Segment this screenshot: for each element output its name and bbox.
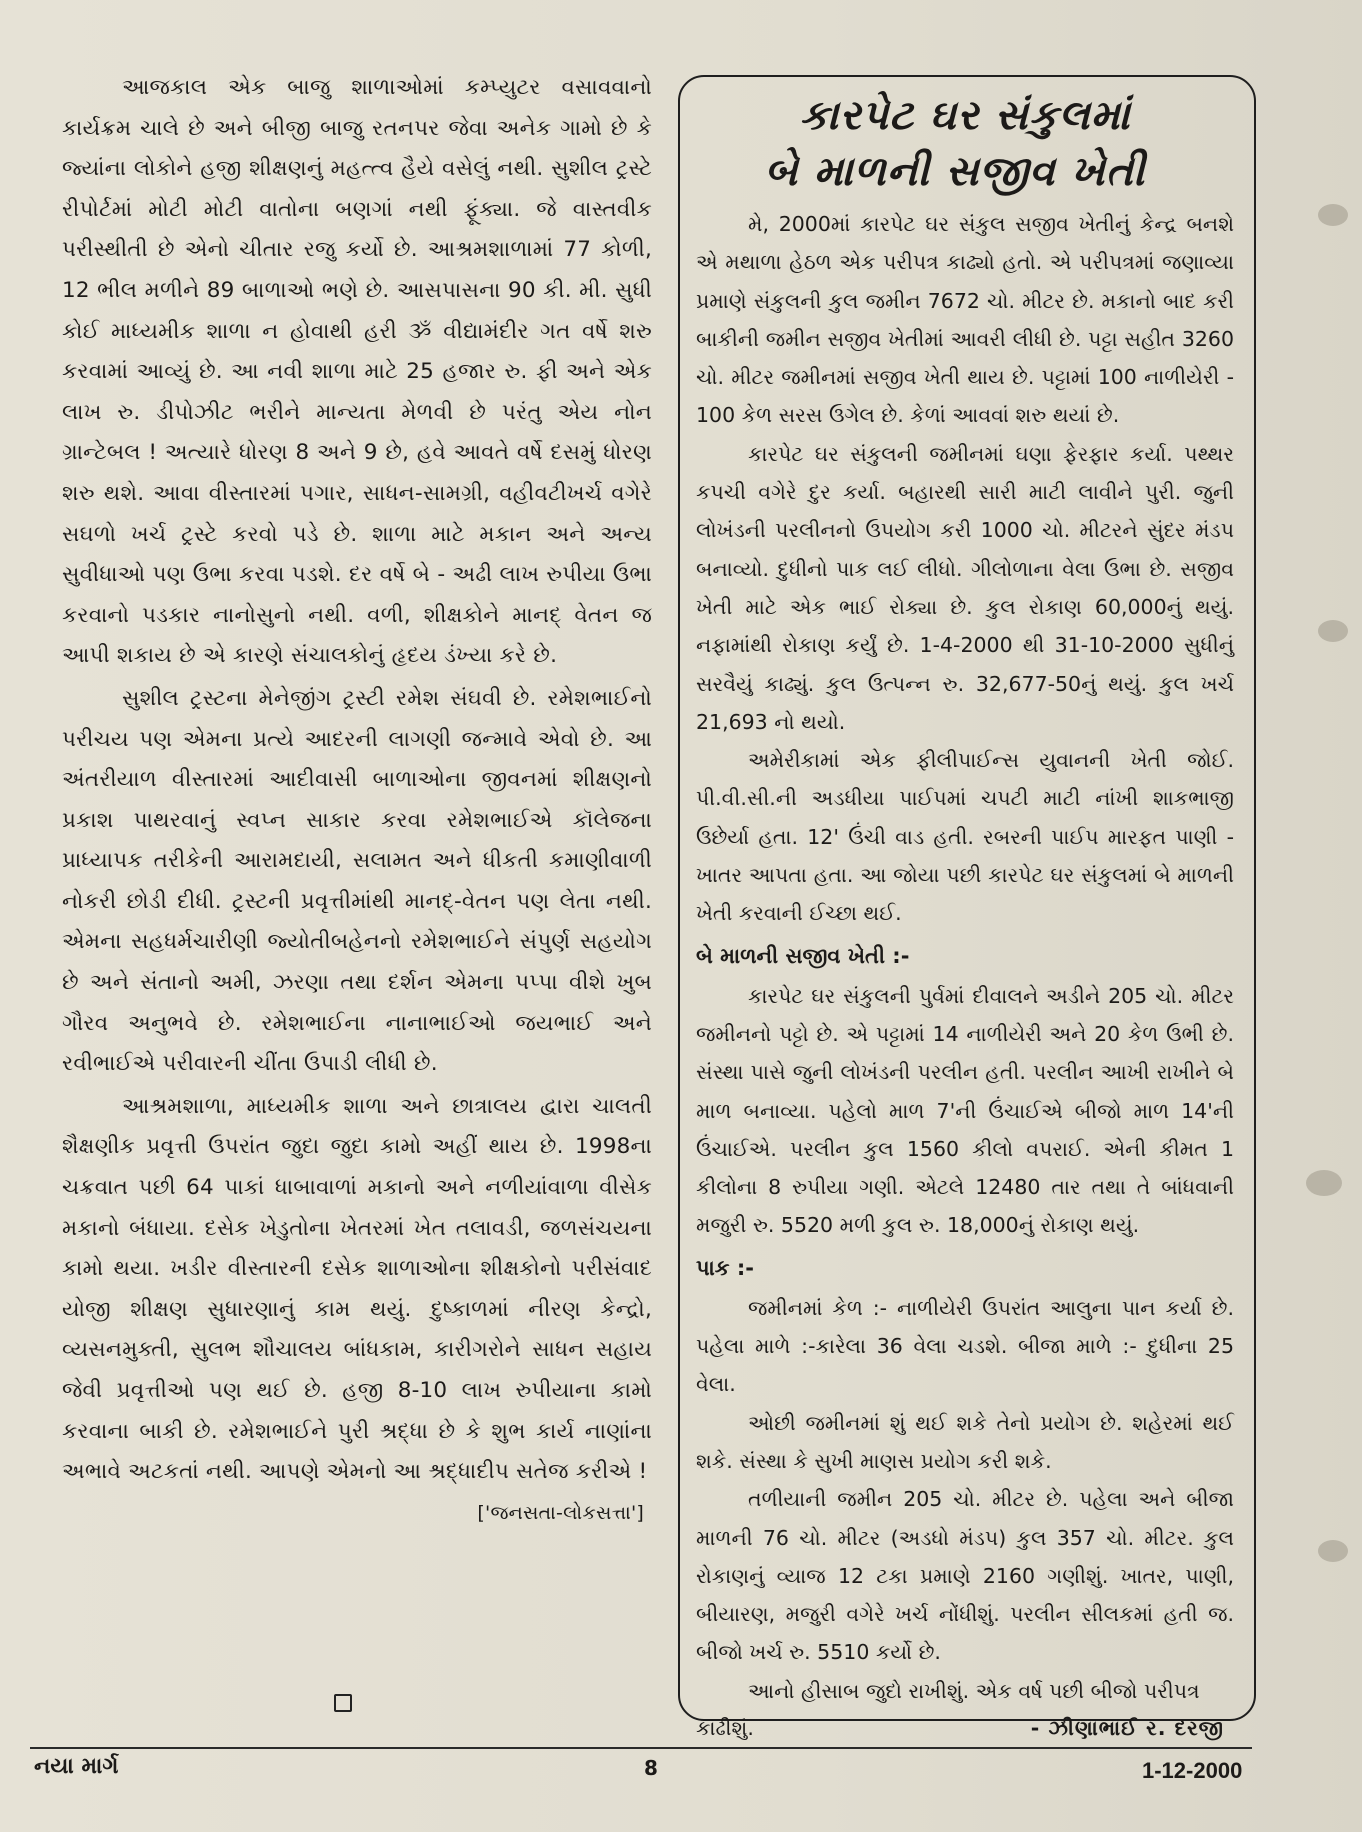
author-signature: - ઝીણાભાઈ ર. દરજી — [1030, 1715, 1224, 1740]
box-paragraph-5: જમીનમાં કેળ :- નાળીયેરી ઉપરાંત આલુના પાન કર્યા છે. પહેલા માળે :-કારેલા 36 વેલા ચડશે. બીજા માળે :- દુધીના 25 વેલા. — [696, 1295, 1234, 1397]
box-last-word: કાઢીશું. — [696, 1715, 754, 1740]
article-paragraph-3: આશ્રમશાળા, માધ્યમીક શાળા અને છાત્રાલય દ્વારા ચાલતી શૈક્ષણીક પ્રવૃત્તી ઉપરાંત જુદા જુદા કામો અહીં થાય છે. 1998ના ચક્રવાત પછી 64 પાકાં ધાબાવાળાં મકાનો અને નળીયાંવાળા વીસેક મકાનો બંધાયા. દસેક ખેડુતોના ખેતરમાં ખેત તલાવડી, જળસંચયના કામો થયા. ખડીર વીસ્તારની દસેક શાળાઓના શીક્ષકોનો પરીસંવાદ યોજી શીક્ષણ સુધારણાનું કામ થયું. દુષ્કાળમાં નીરણ કેન્દ્રો, વ્યસનમુક્તી, સુલભ શૌચાલય બાંધકામ, કારીગરોને સાધન સહાય જેવી પ્રવૃત્તીઓ પણ થઈ છે. હજી 8-10 લાખ રુપીયાના કામો કરવાના બાકી છે. રમેશભાઈને પુરી શ્રદ્ધા છે કે શુભ કાર્ય નાણાંના અભાવે અટકતાં નથી. આપણે એમનો આ શ્રદ્ધાદીપ સતેજ કરીએ ! — [62, 1093, 652, 1485]
end-of-article-icon — [334, 1694, 352, 1712]
magazine-name: નયા માર્ગ — [34, 1754, 119, 1779]
issue-date: 1-12-2000 — [1142, 1758, 1243, 1783]
signature-row — [696, 1710, 1234, 1746]
box-paragraph-2: કારપેટ ઘર સંકુલની જમીનમાં ઘણા ફેરફાર કર્યા. પથ્થર કપચી વગેરે દુર કર્યા. બહારથી સારી માટી લાવીને પુરી. જુની લોખંડની પરલીનનો ઉપયોગ કરી 1000 ચો. મીટરને સુંદર મંડપ બનાવ્યો. દુધીનો પાક લઈ લીધો. ગીલોળાના વેલા ઉભા છે. સજીવ ખેતી માટે એક ભાઈ રોક્યા છે. કુલ રોકાણ 60,000નું થયું. નફામાંથી રોકાણ કર્યું છે. 1-4-2000 થી 31-10-2000 સુધીનું સરવૈયું કાઢ્યું. કુલ ઉત્પન્ન રુ. 32,677-50નું થયું. કુલ ખર્ચ 21,693 નો થયો. — [696, 441, 1234, 734]
punch-hole-icon — [1318, 620, 1348, 642]
box-title-line-1: કારપેટ ઘર સંકુલમાં — [799, 91, 1131, 139]
page-number: 8 — [644, 1756, 658, 1780]
article-paragraph-1: આજકાલ એક બાજુ શાળાઓમાં કમ્પ્યુટર વસાવવાનો કાર્યક્રમ ચાલે છે અને બીજી બાજુ રતનપર જેવા અનેક ગામો છે કે જ્યાંના લોકોને હજી શીક્ષણનું મહત્ત્વ હૈયે વસેલું નથી. સુશીલ ટ્રસ્ટે રીપોર્ટમાં મોટી મોટી વાતોના બણગાં નથી ફૂંક્યા. જે વાસ્તવીક પરીસ્થીતી છે એનો ચીતાર રજુ કર્યો છે. આશ્રમશાળામાં 77 કોળી, 12 ભીલ મળીને 89 બાળાઓ ભણે છે. આસપાસના 90 કી. મી. સુધી કોઈ માધ્યમીક શાળા ન હોવાથી હરી ૐ વીદ્યામંદીર ગત વર્ષે શરુ કરવામાં આવ્યું છે. આ નવી શાળા માટે 25 હજાર રુ. ફી અને એક લાખ રુ. ડીપોઝીટ ભરીને માન્યતા મેળવી છે પરંતુ એય નોન ગ્રાન્ટેબલ ! અત્યારે ધોરણ 8 અને 9 છે, હવે આવતે વર્ષે દસમું ધોરણ શરુ થશે. આવા વીસ્તારમાં પગાર, સાધન-સામગ્રી, વહીવટીખર્ચ વગેરે સઘળો ખર્ચ ટ્રસ્ટે કરવો પડે છે. શાળા માટે મકાન અને અન્ય સુવીધાઓ પણ ઉભા કરવા પડશે. દર વર્ષે બે - અઢી લાખ રુપીયા ઉભા કરવાનો પડકાર નાનોસુનો નથી. વળી, શીક્ષકોને માનદ્ વેતન જ આપી શકાય છે એ કારણે સંચાલકોનું હૃદય ડંખ્યા કરે છે. — [62, 75, 652, 669]
box-paragraph-4: કારપેટ ઘર સંકુલની પુર્વમાં દીવાલને અડીને 205 ચો. મીટર જમીનનો પટ્ટો છે. એ પટ્ટામાં 14 નાળીયેરી અને 20 કેળ ઉભી છે. સંસ્થા પાસે જુની લોખંડની પરલીન હતી. પરલીન આખી રાખીને બે માળ બનાવ્યા. પહેલો માળ 7'ની ઉંચાઈએ બીજો માળ 14'ની ઉંચાઈએ. પરલીન કુલ 1560 કીલો વપરાઈ. એની કીમત 1 કીલોના 8 રુપીયા ગણી. એટલે 12480 તાર તથા તે બાંધવાની મજુરી રુ. 5520 મળી કુલ રુ. 18,000નું રોકાણ થયું. — [696, 983, 1234, 1238]
box-body — [696, 205, 1234, 1746]
box-title-line-2: બે માળની સજીવ ખેતી — [764, 147, 1146, 195]
box-title — [696, 87, 1234, 199]
boxed-article — [678, 75, 1256, 1740]
left-article — [62, 68, 652, 1531]
punch-hole-icon — [1318, 1540, 1348, 1562]
box-paragraph-1: મે, 2000માં કારપેટ ઘર સંકુલ સજીવ ખેતીનું કેન્દ્ર બનશે એ મથાળા હેઠળ એક પરીપત્ર કાઢ્યો હતો. એ પરીપત્રમાં જણાવ્યા પ્રમાણે સંકુલની કુલ જમીન 7672 ચો. મીટર છે. મકાનો બાદ કરી બાકીની જમીન સજીવ ખેતીમાં આવરી લીધી છે. પટ્ટા સહીત 3260 ચો. મીટર જમીનમાં સજીવ ખેતી થાય છે. પટ્ટામાં 100 નાળીયેરી - 100 કેળ સરસ ઉગેલ છે. કેળાં આવવાં શરુ થયાં છે. — [696, 212, 1234, 428]
box-paragraph-3: અમેરીકામાં એક ફીલીપાઈન્સ યુવાનની ખેતી જોઈ. પી.વી.સી.ની અડધીયા પાઈપમાં ચપટી માટી નાંખી શાકભાજી ઉછેર્યા હતા. 12' ઉંચી વાડ હતી. રબરની પાઈપ મારફત પાણી - ખાતર આપતા હતા. આ જોયા પછી કારપેટ ઘર સંકુલમાં બે માળની ખેતી કરવાની ઈચ્છા થઈ. — [696, 748, 1234, 926]
article-paragraph-2: સુશીલ ટ્રસ્ટના મેનેજીંગ ટ્રસ્ટી રમેશ સંઘવી છે. રમેશભાઈનો પરીચય પણ એમના પ્રત્યે આદરની લાગણી જન્માવે એવો છે. આ અંતરીયાળ વીસ્તારમાં આદીવાસી બાળાઓના જીવનમાં શીક્ષણનો પ્રકાશ પાથરવાનું સ્વપ્ન સાકાર કરવા રમેશભાઈએ કૉલેજના પ્રાધ્યાપક તરીકેની આરામદાયી, સલામત અને ધીકતી કમાણીવાળી નોકરી છોડી દીધી. ટ્રસ્ટની પ્રવૃત્તીમાંથી માનદ્-વેતન પણ લેતા નથી. એમના સહધર્મચારીણી જ્યોતીબહેનનો રમેશભાઈને સંપુર્ણ સહયોગ છે અને સંતાનો અમી, ઝરણા તથા દર્શન એમના પપ્પા વીશે ખુબ ગૌરવ અનુભવે છે. રમેશભાઈના નાનાભાઈઓ જયભાઈ અને રવીભાઈએ પરીવારની ચીંતા ઉપાડી લીધી છે. — [62, 685, 652, 1077]
footer-rule — [30, 1747, 1252, 1749]
box-paragraph-8: આનો હીસાબ જુદો રાખીશું. એક વર્ષ પછી બીજો પરીપત્ર — [748, 1678, 1200, 1703]
punch-hole-icon — [1306, 1170, 1342, 1196]
box-paragraph-7: તળીયાની જમીન 205 ચો. મીટર છે. પહેલા અને બીજા માળની 76 ચો. મીટર (અડધો મંડપ) કુલ 357 ચો. મીટર. કુલ રોકાણનું વ્યાજ 12 ટકા પ્રમાણે 2160 ગણીશું. ખાતર, પાણી, બીયારણ, મજુરી વગેરે ખર્ચ નોંધીશું. પરલીન સીલકમાં હતી જ. બીજો ખર્ચ રુ. 5510 કર્યો છે. — [696, 1487, 1234, 1665]
box-paragraph-6: ઓછી જમીનમાં શું થઈ શકે તેનો પ્રયોગ છે. શહેરમાં થઈ શકે. સંસ્થા કે સુખી માણસ પ્રયોગ કરી શકે. — [696, 1410, 1234, 1473]
article-source: ['જનસતા-લોકસત્તા'] — [477, 1501, 644, 1524]
box-heading-two-floor: બે માળની સજીવ ખેતી :- — [696, 943, 910, 968]
punch-hole-icon — [1318, 204, 1348, 226]
box-heading-crop: પાક :- — [696, 1255, 755, 1280]
